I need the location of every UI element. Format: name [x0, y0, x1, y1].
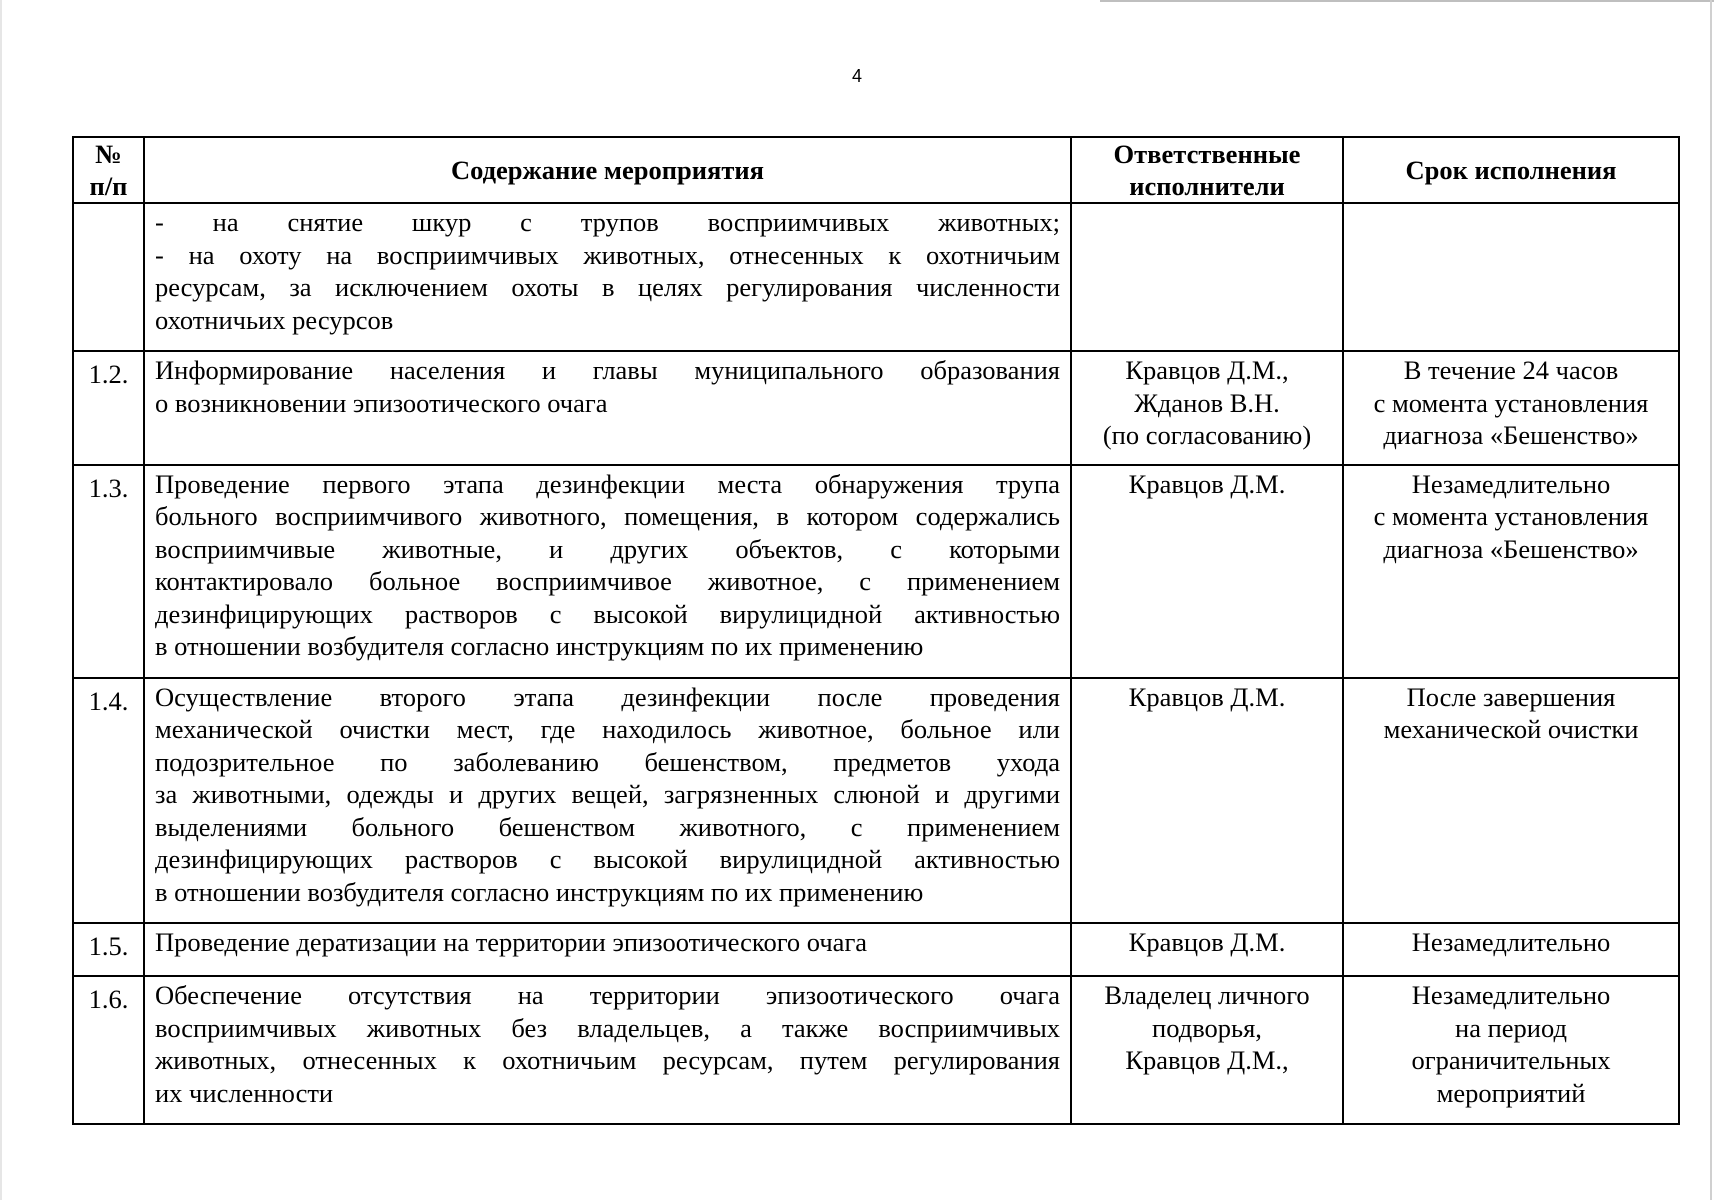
term-cell [1343, 678, 1679, 924]
header-number [73, 137, 144, 203]
content-cell [144, 465, 1071, 678]
content-text-line: - на охоту на восприимчивых животных, отнесенных к охотничьим [155, 239, 1060, 270]
responsible-text-line: Кравцов Д.М. [1128, 927, 1286, 957]
content-text-line: восприимчивые животные, и других объектов, с которыми [155, 533, 1060, 564]
content-text-line: больного восприимчивого животного, помещения, в котором содержались [155, 501, 1060, 531]
content-text-line: охотничьих ресурсов [155, 304, 394, 335]
content-text-line: - на снятие шкур с трупов восприимчивых животных; [155, 207, 1060, 237]
header-row [73, 137, 1679, 203]
content-text-line: в отношении возбудителя согласно инструкциям по их применению [155, 631, 924, 661]
row-number-cell: 1.6. [73, 976, 144, 1124]
content-text-line: восприимчивых животных без владельцев, а также восприимчивых [155, 1012, 1060, 1043]
table-row [73, 203, 1679, 351]
row-number-cell: 1.5. [73, 923, 144, 976]
responsible-cell [1071, 923, 1343, 976]
responsible-cell [1071, 465, 1343, 678]
content-cell [144, 678, 1071, 924]
responsible-text-line: Владелец личного [1104, 980, 1310, 1010]
table-header [73, 137, 1679, 203]
responsible-text-line: (по согласованию) [1102, 420, 1312, 450]
term-text-line: ограничительных [1411, 1045, 1611, 1075]
content-cell [144, 976, 1071, 1124]
term-text-line: Незамедлительно [1411, 468, 1611, 499]
term-text-line: диагноза «Бешенство» [1383, 420, 1639, 450]
term-text-line: Незамедлительно [1411, 927, 1611, 957]
table-row [73, 465, 1679, 678]
content-text-line: Информирование населения и главы муниципального образования [155, 355, 1060, 385]
scan-edge-left [0, 0, 2, 1200]
content-text-line: механической очистки мест, где находилось животное, больное или [155, 714, 1060, 744]
content-cell [144, 351, 1071, 465]
header-term [1343, 137, 1679, 203]
table-row [73, 923, 1679, 976]
content-text-line: Проведение дератизации на территории эпизоотического очага [155, 927, 868, 957]
measures-table [72, 136, 1680, 1125]
term-text-line: диагноза «Бешенство» [1383, 533, 1639, 564]
content-text-line: подозрительное по заболеванию бешенством, предметов ухода [155, 746, 1060, 777]
header-text-line: Ответственные [1113, 139, 1301, 169]
header-text-line: № [95, 139, 122, 169]
header-text-line: исполнители [1129, 171, 1285, 201]
content-text-line: за животными, одежды и других вещей, загрязненных слюной и другими [155, 779, 1060, 809]
responsible-text-line: Кравцов Д.М., [1125, 355, 1289, 385]
row-number-cell [73, 203, 144, 351]
term-text-line: с момента установления [1373, 501, 1649, 531]
term-cell [1343, 923, 1679, 976]
content-text-line: о возникновении эпизоотического очага [155, 387, 608, 418]
term-text-line: После завершения [1406, 681, 1616, 712]
term-cell [1343, 203, 1679, 351]
term-cell [1343, 351, 1679, 465]
table-row [73, 976, 1679, 1124]
header-responsible [1071, 137, 1343, 203]
row-number-cell: 1.2. [73, 351, 144, 465]
content-cell [144, 203, 1071, 351]
term-cell [1343, 976, 1679, 1124]
content-text-line: контактировало больное восприимчивое животное, с применением [155, 566, 1060, 596]
term-text-line: В течение 24 часов [1403, 355, 1619, 385]
table-body [73, 203, 1679, 1124]
content-text-line: в отношении возбудителя согласно инструкциям по их применению [155, 876, 924, 907]
row-number-cell: 1.3. [73, 465, 144, 678]
content-text-line: ресурсам, за исключением охоты в целях регулирования численности [155, 272, 1060, 302]
responsible-cell [1071, 678, 1343, 924]
header-text-line: Срок исполнения [1405, 155, 1617, 185]
term-text-line: Незамедлительно [1411, 980, 1611, 1010]
content-cell [144, 923, 1071, 976]
responsible-text-line: Кравцов Д.М., [1125, 1045, 1289, 1075]
responsible-text-line: Кравцов Д.М. [1128, 468, 1286, 499]
content-text-line: выделениями больного бешенством животного, с применением [155, 811, 1060, 842]
term-text-line: мероприятий [1436, 1077, 1586, 1108]
content-text-line: Проведение первого этапа дезинфекции места обнаружения трупа [155, 468, 1060, 499]
responsible-cell [1071, 351, 1343, 465]
content-text-line: Обеспечение отсутствия на территории эпизоотического очага [155, 980, 1060, 1010]
header-text-line: п/п [89, 171, 128, 201]
header-text-line: Содержание мероприятия [451, 155, 764, 185]
responsible-text-line: подворья, [1152, 1012, 1262, 1043]
scan-edge-top [1100, 0, 1714, 2]
responsible-text-line: Жданов В.Н. [1134, 387, 1280, 418]
responsible-text-line: Кравцов Д.М. [1128, 681, 1286, 712]
responsible-cell [1071, 976, 1343, 1124]
content-text-line: дезинфицирующих растворов с высокой вирулицидной активностью [155, 598, 1060, 629]
term-cell [1343, 465, 1679, 678]
content-text-line: дезинфицирующих растворов с высокой вирулицидной активностью [155, 844, 1060, 874]
header-content [144, 137, 1071, 203]
content-text-line: их численности [155, 1077, 334, 1108]
term-text-line: на период [1455, 1012, 1567, 1043]
page-number: 4 [851, 66, 862, 86]
content-text-line: животных, отнесенных к охотничьим ресурсам, путем регулирования [155, 1045, 1060, 1075]
table-row [73, 678, 1679, 924]
row-number-cell: 1.4. [73, 678, 144, 924]
table-row [73, 351, 1679, 465]
content-text-line: Осуществление второго этапа дезинфекции после проведения [155, 681, 1060, 712]
scan-edge-right [1710, 0, 1712, 1200]
responsible-cell [1071, 203, 1343, 351]
term-text-line: механической очистки [1383, 714, 1639, 744]
term-text-line: с момента установления [1373, 387, 1649, 418]
